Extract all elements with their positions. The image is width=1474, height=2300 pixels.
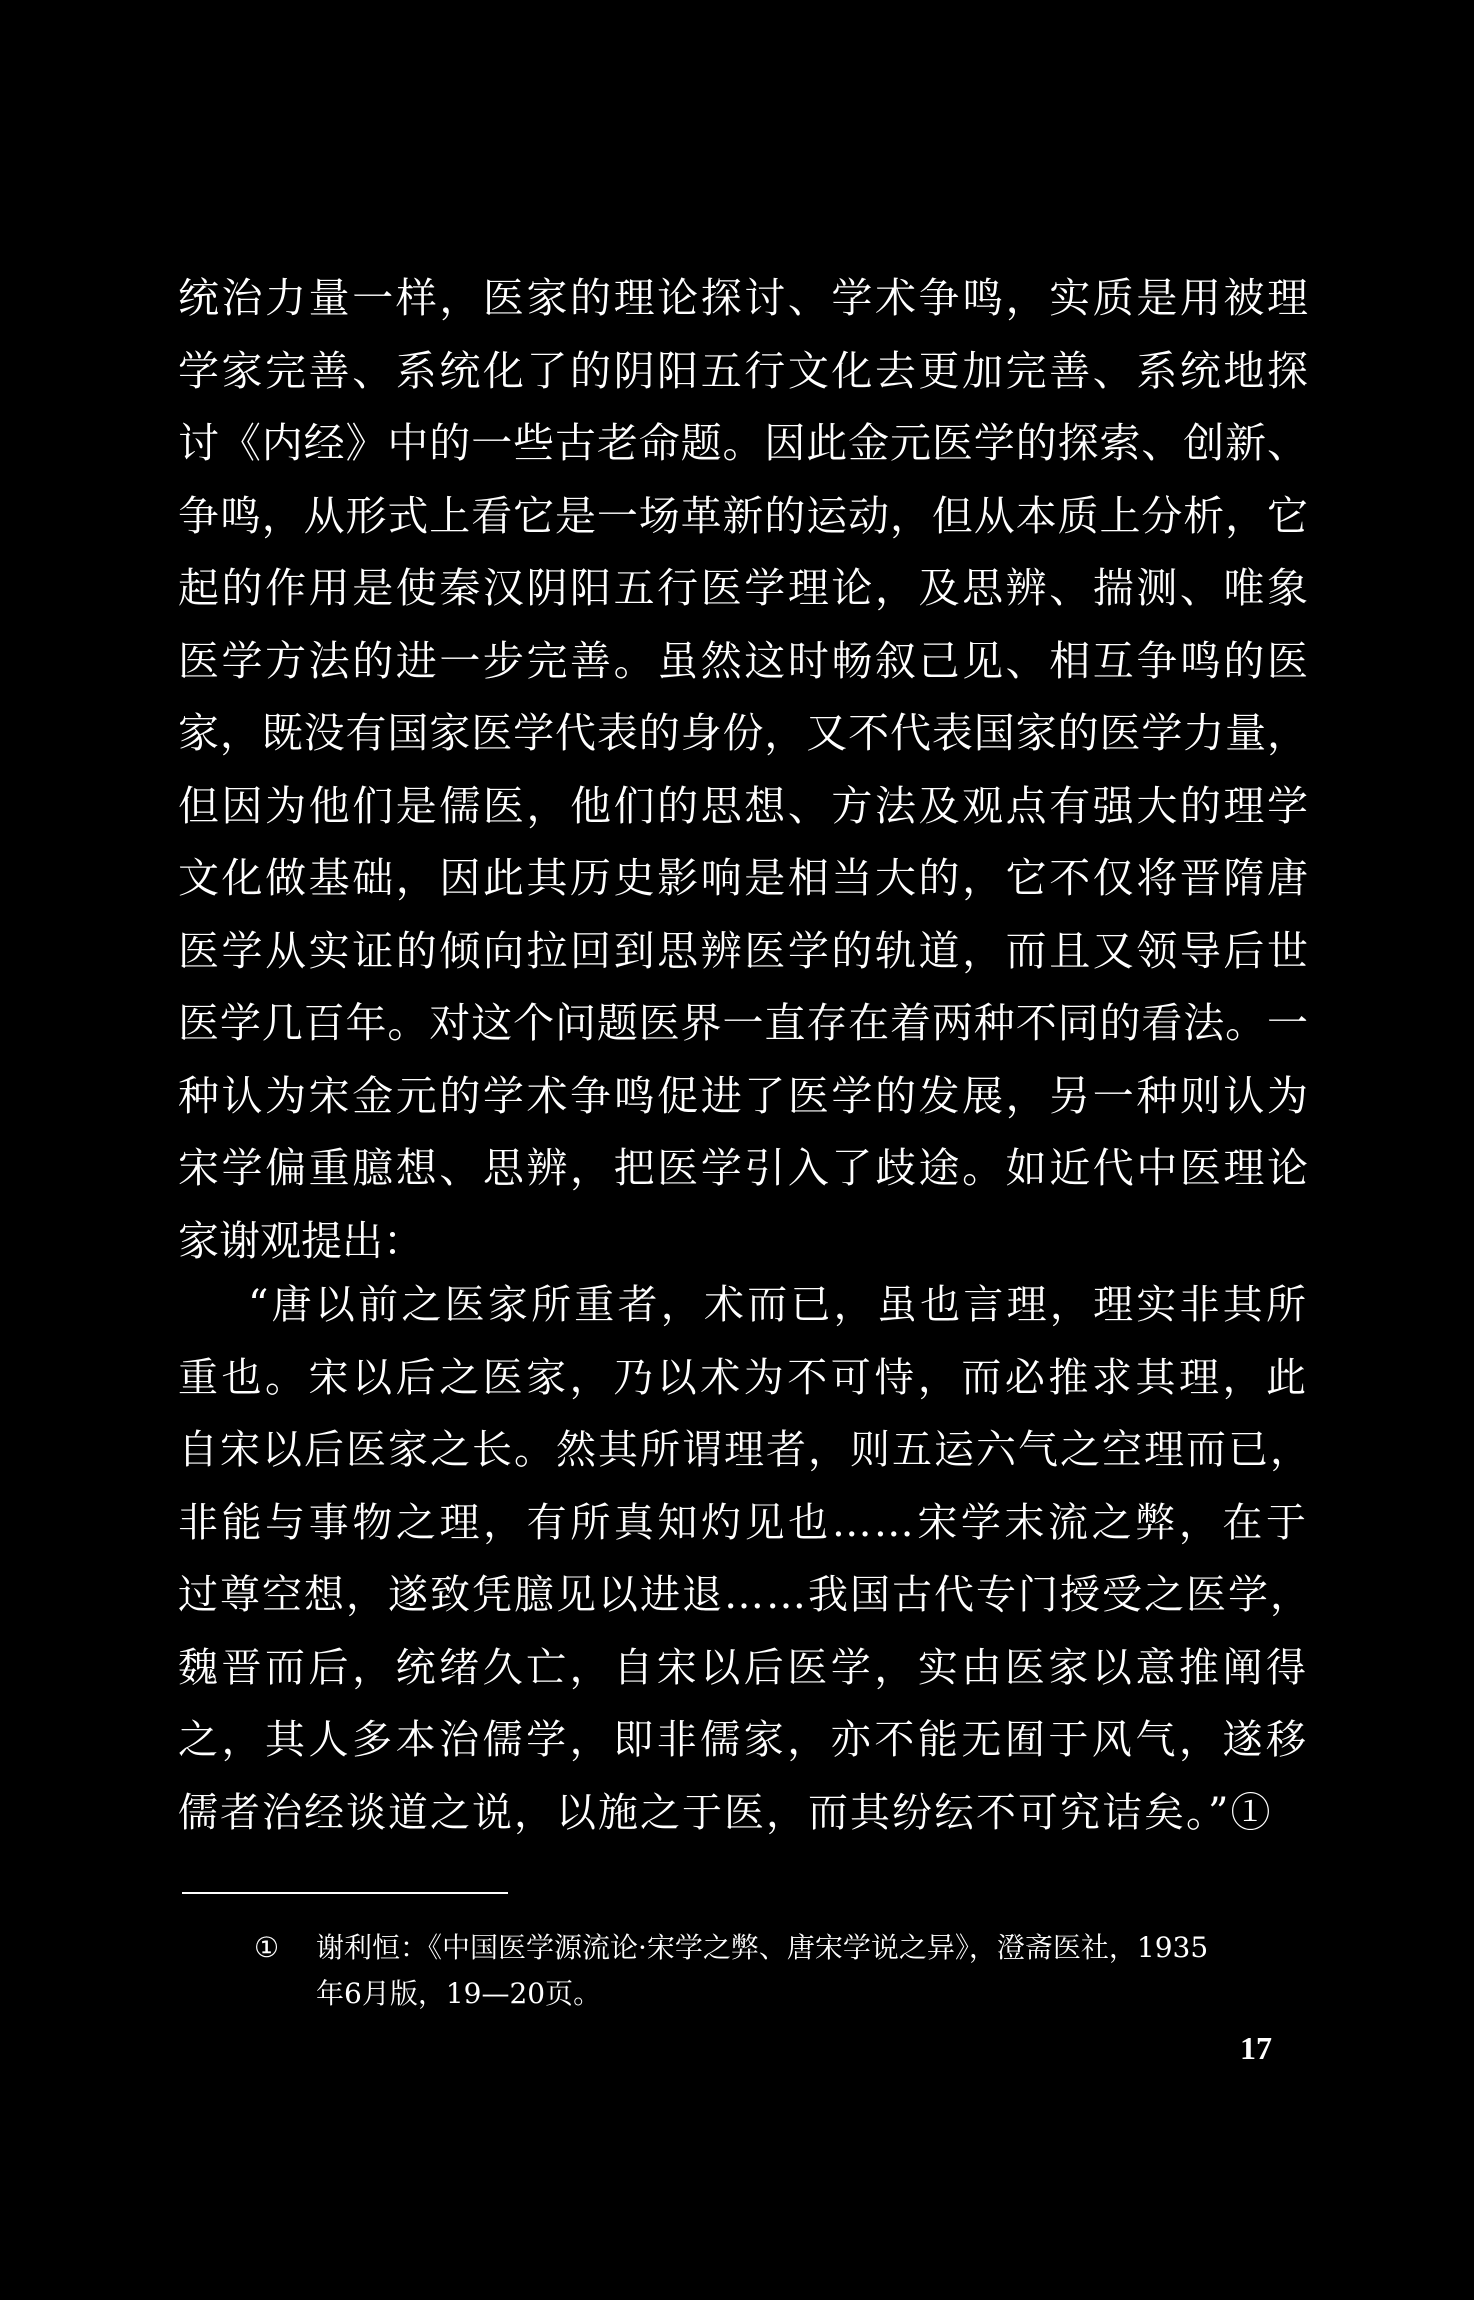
- body-line: 家谢观提出：: [178, 1216, 424, 1265]
- body-line: 种认为宋金元的学术争鸣促进了医学的发展，另一种则认为: [178, 1071, 1308, 1120]
- quote-line: “唐以前之医家所重者，术而已，虽也言理，理实非其所: [248, 1282, 1308, 1328]
- quote-line: 自宋以后医家之长。然其所谓理者，则五运六气之空理而已，: [178, 1427, 1312, 1473]
- footnote-line: 谢利恒：《中国医学源流论·宋学之弊、唐宋学说之异》，澄斋医社，1935: [316, 1931, 1209, 1964]
- body-line: 统治力量一样，医家的理论探讨、学术争鸣，实质是用被理: [178, 274, 1308, 322]
- body-line: 医学方法的进一步完善。虽然这时畅叙己见、相互争鸣的医: [178, 636, 1308, 685]
- body-line: 医学从实证的倾向拉回到思辨医学的轨道，而且又领导后世: [178, 926, 1308, 975]
- footnote-line: 年6月版，19—20页。: [316, 1977, 602, 2010]
- quote-line: 之，其人多本治儒学，即非儒家，亦不能无囿于风气，遂移: [178, 1717, 1308, 1763]
- quote-line: 魏晋而后，统绪久亡，自宋以后医学，实由医家以意推阐得: [178, 1644, 1308, 1691]
- footnote-marker: ①: [254, 1931, 280, 1964]
- quote-line: 非能与事物之理，有所真知灼见也……宋学末流之弊，在于: [178, 1499, 1308, 1546]
- quote-line: 过尊空想，遂致凭臆见以进退……我国古代专门授受之医学，: [178, 1572, 1312, 1618]
- footnote: [254, 1925, 1308, 2017]
- body-line: 文化做基础，因此其历史影响是相当大的，它不仅将晋隋唐: [178, 854, 1308, 902]
- body-line: 起的作用是使秦汉阴阳五行医学理论，及思辨、揣测、唯象: [178, 564, 1308, 612]
- block-quote: [178, 1269, 1312, 1849]
- body-line: 医学几百年。对这个问题医界一直存在着两种不同的看法。一: [178, 999, 1308, 1047]
- body-line: 但因为他们是儒医，他们的思想、方法及观点有强大的理学: [178, 781, 1308, 830]
- body-paragraph: [178, 262, 1308, 1277]
- body-line: 家，既没有国家医学代表的身份，又不代表国家的医学力量，: [178, 709, 1308, 757]
- body-line: 讨《内经》中的一些古老命题。因此金元医学的探索、创新、: [178, 419, 1308, 467]
- quote-line: 重也。宋以后之医家，乃以术为不可恃，而必推求其理，此: [178, 1354, 1308, 1401]
- footnote-divider: [182, 1892, 508, 1894]
- quote-line: 儒者治经谈道之说，以施之于医，而其纷纭不可究诘矣。”①: [178, 1789, 1273, 1836]
- body-line: 学家完善、系统化了的阴阳五行文化去更加完善、系统地探: [178, 346, 1308, 395]
- body-line: 宋学偏重臆想、思辨，把医学引入了歧途。如近代中医理论: [178, 1144, 1308, 1192]
- page-number: 17: [1240, 2030, 1272, 2066]
- body-line: 争鸣，从形式上看它是一场革新的运动，但从本质上分析，它: [178, 491, 1308, 540]
